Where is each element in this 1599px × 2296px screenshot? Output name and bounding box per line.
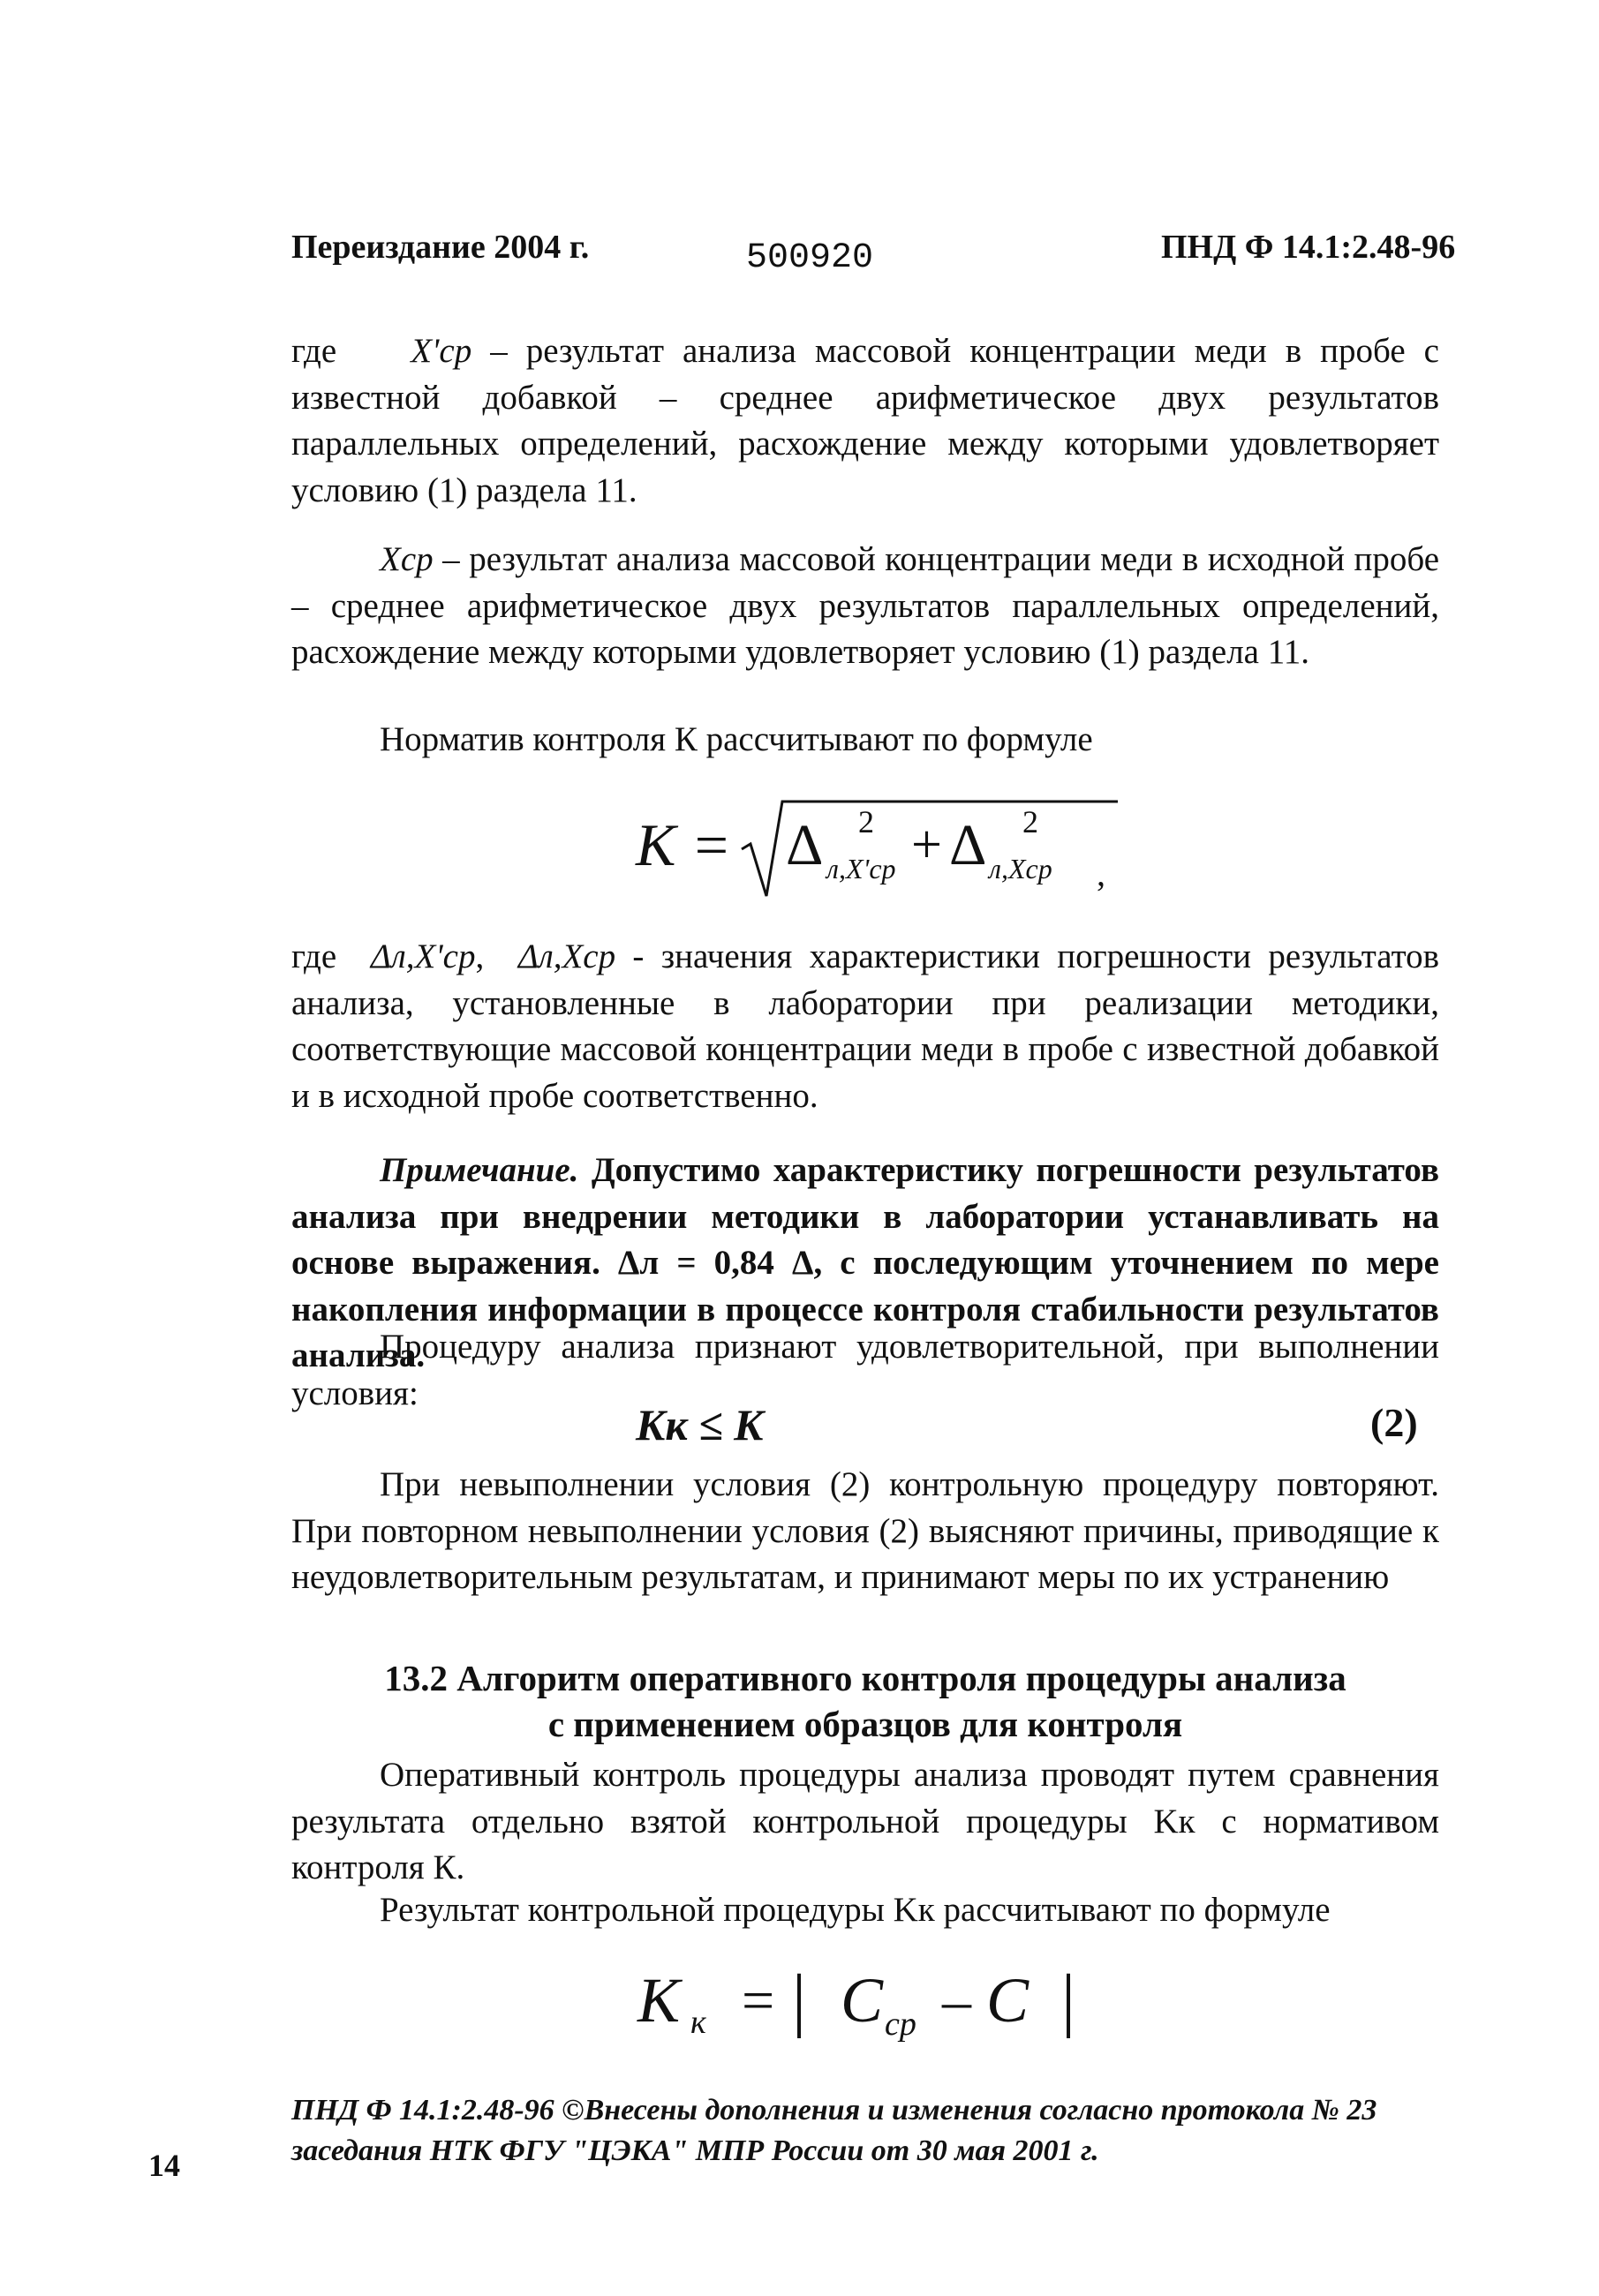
header-document-code: ПНД Ф 14.1:2.48-96: [1161, 229, 1456, 266]
kk-symbol: K: [637, 1965, 681, 2036]
footnote-line-1: ПНД Ф 14.1:2.48-96 ©Внесены дополнения и изменения согласно протокола № 23: [291, 2094, 1377, 2127]
equation-number: (2): [1370, 1400, 1418, 1445]
paragraph-text: - значения характеристики погрешности результатов анализа, установленные в лаборатории при реализации методики, соответствующие массовой концентрации меди в пробе с известной добавкой и в исходной пробе соответственно.: [291, 937, 1440, 1115]
section-heading: [291, 1655, 1439, 1747]
note-text: Допустимо характеристику погрешности результатов анализа при внедрении методики в лаборатории устанавливать на основе выражения. Δл = 0,84 Δ, с последующим уточнением по мере накопления информации в процессе контроля стабильности результатов анализа.: [291, 1151, 1440, 1374]
section-heading-line-1: 13.2 Алгоритм оперативного контроля процедуры анализа: [384, 1658, 1346, 1698]
formula-condition: [636, 1399, 1430, 1461]
paragraph-xsr-prime: [291, 328, 1439, 514]
abs-bar-right: |: [1061, 1961, 1076, 2039]
paragraph-text: – результат анализа массовой концентрации меди в исходной пробе – среднее арифметическое двух результатов параллельных определений, расхождение между которыми удовлетворяет условию (1) раздела 11.: [291, 540, 1440, 671]
delta-term-2: Δ: [949, 813, 987, 877]
paragraph-operational-control: Оперативный контроль процедуры анализа проводят путем сравнения результата отдельно взятой контрольной процедуры Kк с нормативом контроля К.: [291, 1756, 1439, 1886]
symbol-xsr-prime: X'ср: [411, 332, 472, 370]
separator: ,: [475, 937, 485, 975]
paragraph-text: – результат анализа массовой концентрации меди в пробе с известной добавкой – среднее арифметическое двух результатов параллельных определений, расхождение между которыми удовлетворяет условию (1) раздела 11.: [291, 332, 1439, 509]
minus-sign: –: [942, 1969, 971, 2033]
section-heading-line-2: с применением образцов для контроля: [547, 1704, 1183, 1744]
footnote: [291, 2090, 1439, 2172]
formula-lhs: K =: [636, 811, 732, 878]
c-certified: C: [986, 1965, 1030, 2036]
condition-expression: Kк ≤ K: [636, 1400, 764, 1449]
term-2-exponent: 2: [1022, 804, 1038, 839]
paragraph-xsr: [291, 537, 1439, 676]
term-2-subscript: л,Xср: [989, 853, 1052, 885]
term-1-subscript: л,X'ср: [826, 853, 896, 885]
header-edition: Переиздание 2004 г.: [291, 229, 590, 266]
paragraph-repeat-procedure: При невыполнении условия (2) контрольную процедуру повторяют. При повторном невыполнении условия (2) выясняют причины, приводящие к неудовлетворительным результатам, и принимают меры по их устранению: [291, 1465, 1439, 1596]
paragraph-norm-intro: Норматив контроля К рассчитывают по формуле: [380, 720, 1093, 758]
c-average: C: [841, 1965, 884, 2036]
symbol-delta-prime: Δл,X'ср: [370, 937, 476, 975]
kk-subscript: к: [690, 2004, 706, 2041]
paragraph-condition-intro: Процедуру анализа признают удовлетворительной, при выполнении условия:: [291, 1328, 1439, 1412]
delta-term-1: Δ: [786, 813, 824, 877]
note-label: Примечание.: [380, 1151, 579, 1189]
header-stamp-number: 500920: [746, 238, 874, 278]
lead-word: где: [291, 937, 337, 975]
symbol-delta: Δл,Xср: [517, 937, 616, 975]
abs-bar-left: |: [792, 1961, 807, 2039]
paragraph-delta-definitions: [291, 934, 1439, 1119]
symbol-xsr: Xср: [380, 540, 434, 578]
lead-word: где: [291, 332, 337, 370]
formula-k: [636, 794, 1130, 909]
formula-kk: [637, 1961, 1097, 2061]
equals-sign: =: [742, 1969, 775, 2033]
footnote-line-2: заседания НТК ФГУ "ЦЭКА" МПР России от 30 мая 2001 г.: [291, 2134, 1099, 2167]
page-number: 14: [148, 2148, 180, 2183]
term-1-exponent: 2: [858, 804, 874, 839]
c-average-subscript: ср: [885, 2006, 916, 2043]
paragraph-kk-intro: Результат контрольной процедуры Kк рассчитывают по формуле: [380, 1891, 1331, 1929]
plus-sign: +: [911, 815, 942, 875]
formula-trailing-comma: ,: [1097, 854, 1105, 893]
